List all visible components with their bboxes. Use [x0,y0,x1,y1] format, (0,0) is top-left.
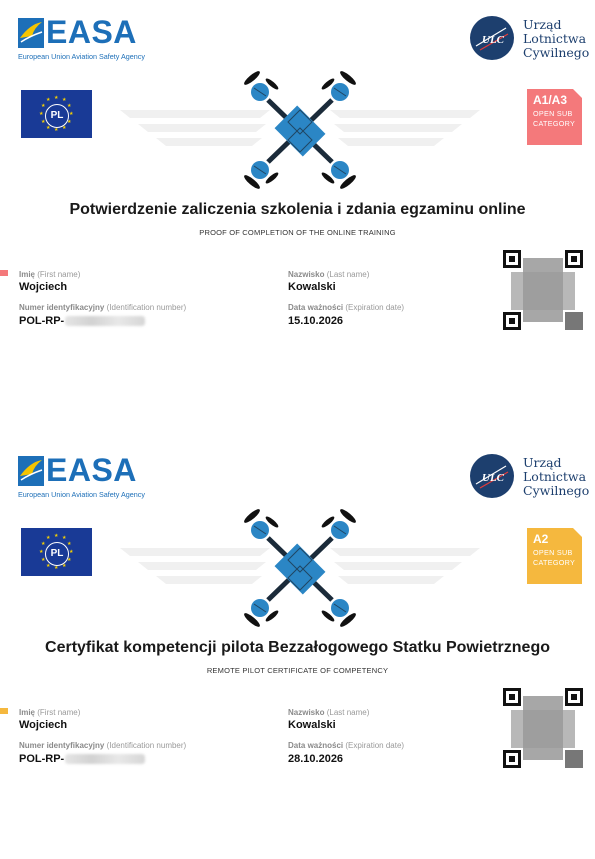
drone-icon [240,508,360,630]
svg-text:★: ★ [54,95,59,101]
id-number-label [19,303,186,312]
easa-logo [18,16,150,64]
last-name-label [288,270,369,279]
svg-text:★: ★ [62,563,67,569]
category-badge [527,89,582,145]
category-subcategory: OPEN SUB CATEGORY [533,109,576,128]
svg-text:★: ★ [46,563,51,569]
badge-corner-fold [573,528,582,537]
svg-text:★: ★ [67,119,72,125]
id-prefix: POL-RP- [19,753,65,765]
svg-text:★: ★ [41,103,46,109]
country-code: PL [45,104,69,128]
redacted-id [65,754,145,764]
easa-wordmark: EASA [46,14,137,50]
svg-text:★: ★ [67,103,72,109]
ulc-emblem-icon [470,454,514,498]
expiration-value: 28.10.2026 [288,753,344,765]
label-en: (Expiration date) [345,741,405,750]
country-code: PL [45,542,69,566]
svg-text:★: ★ [46,535,51,541]
svg-text:★: ★ [46,97,51,103]
svg-text:★: ★ [39,549,44,555]
svg-text:ULC: ULC [482,472,504,484]
certificate-a2 [0,438,595,859]
category-badge [527,528,582,584]
expiration-label [288,303,404,312]
label-pl: Imię [19,270,36,279]
expiration-value: 15.10.2026 [288,315,344,327]
qr-code-icon [503,250,583,330]
easa-tagline: European Union Aviation Safety Agency [18,490,145,499]
easa-emblem-icon [18,456,44,486]
ulc-logo [470,454,590,500]
eu-flag [21,528,92,576]
id-number-label [19,741,186,750]
first-name-value: Wojciech [19,281,68,293]
badge-corner-fold [573,89,582,98]
svg-text:★: ★ [54,127,59,133]
svg-text:★: ★ [54,565,59,571]
svg-text:★: ★ [62,535,67,541]
drone-icon [240,70,360,192]
easa-wordmark: EASA [46,452,137,488]
certificate-title: Potwierdzenie zaliczenia szkolenia i zdania egzaminu online [69,201,526,218]
label-pl: Nazwisko [288,270,325,279]
certificate-subtitle: PROOF OF COMPLETION OF THE ONLINE TRAINING [199,228,396,237]
svg-text:★: ★ [41,541,46,547]
id-number-value [19,753,145,765]
ulc-name [523,456,589,498]
ulc-name [523,18,589,60]
certificate-a1-a3 [0,0,595,421]
easa-emblem-icon [18,18,44,48]
ulc-name-line: Urząd [523,17,562,32]
label-en: (Last name) [326,708,370,717]
svg-text:★: ★ [62,125,67,131]
label-en: (First name) [37,270,81,279]
label-pl: Imię [19,708,36,717]
last-name-value: Kowalski [288,281,336,293]
ulc-name-line: Lotnictwa [523,31,587,46]
svg-text:★: ★ [41,119,46,125]
easa-tagline: European Union Aviation Safety Agency [18,52,145,61]
svg-text:★: ★ [69,549,74,555]
category-code: A2 [533,532,549,546]
svg-text:★: ★ [54,533,59,539]
ulc-logo [470,16,590,62]
last-name-value: Kowalski [288,719,336,731]
category-subcategory: OPEN SUB CATEGORY [533,548,576,567]
easa-logo [18,454,150,502]
eu-flag [21,90,92,138]
ulc-name-line: Cywilnego [523,483,590,498]
svg-text:★: ★ [41,557,46,563]
ulc-name-line: Lotnictwa [523,469,587,484]
accent-marker [0,270,8,276]
category-code: A1/A3 [533,93,568,107]
svg-text:ULC: ULC [482,34,504,46]
label-en: (Identification number) [106,303,187,312]
label-pl: Data ważności [288,741,344,750]
ulc-name-line: Cywilnego [523,45,590,60]
label-pl: Nazwisko [288,708,325,717]
accent-marker [0,708,8,714]
svg-text:★: ★ [62,97,67,103]
svg-text:★: ★ [67,557,72,563]
first-name-label [19,708,80,717]
qr-code-icon [503,688,583,768]
certificate-subtitle: REMOTE PILOT CERTIFICATE OF COMPETENCY [206,666,389,675]
id-number-value [19,315,145,327]
label-en: (First name) [37,708,81,717]
ulc-name-line: Urząd [523,455,562,470]
svg-text:★: ★ [39,111,44,117]
label-pl: Data ważności [288,303,344,312]
label-en: (Last name) [326,270,370,279]
label-pl: Numer identyfikacyjny [19,741,105,750]
expiration-label [288,741,404,750]
id-prefix: POL-RP- [19,315,65,327]
label-en: (Identification number) [106,741,187,750]
last-name-label [288,708,369,717]
ulc-emblem-icon [470,16,514,60]
svg-text:★: ★ [67,541,72,547]
svg-text:★: ★ [46,125,51,131]
first-name-label [19,270,80,279]
certificate-title: Certyfikat kompetencji pilota Bezzałogowego Statku Powietrznego [45,639,550,656]
first-name-value: Wojciech [19,719,68,731]
svg-text:★: ★ [69,111,74,117]
label-en: (Expiration date) [345,303,405,312]
label-pl: Numer identyfikacyjny [19,303,105,312]
redacted-id [65,316,145,326]
